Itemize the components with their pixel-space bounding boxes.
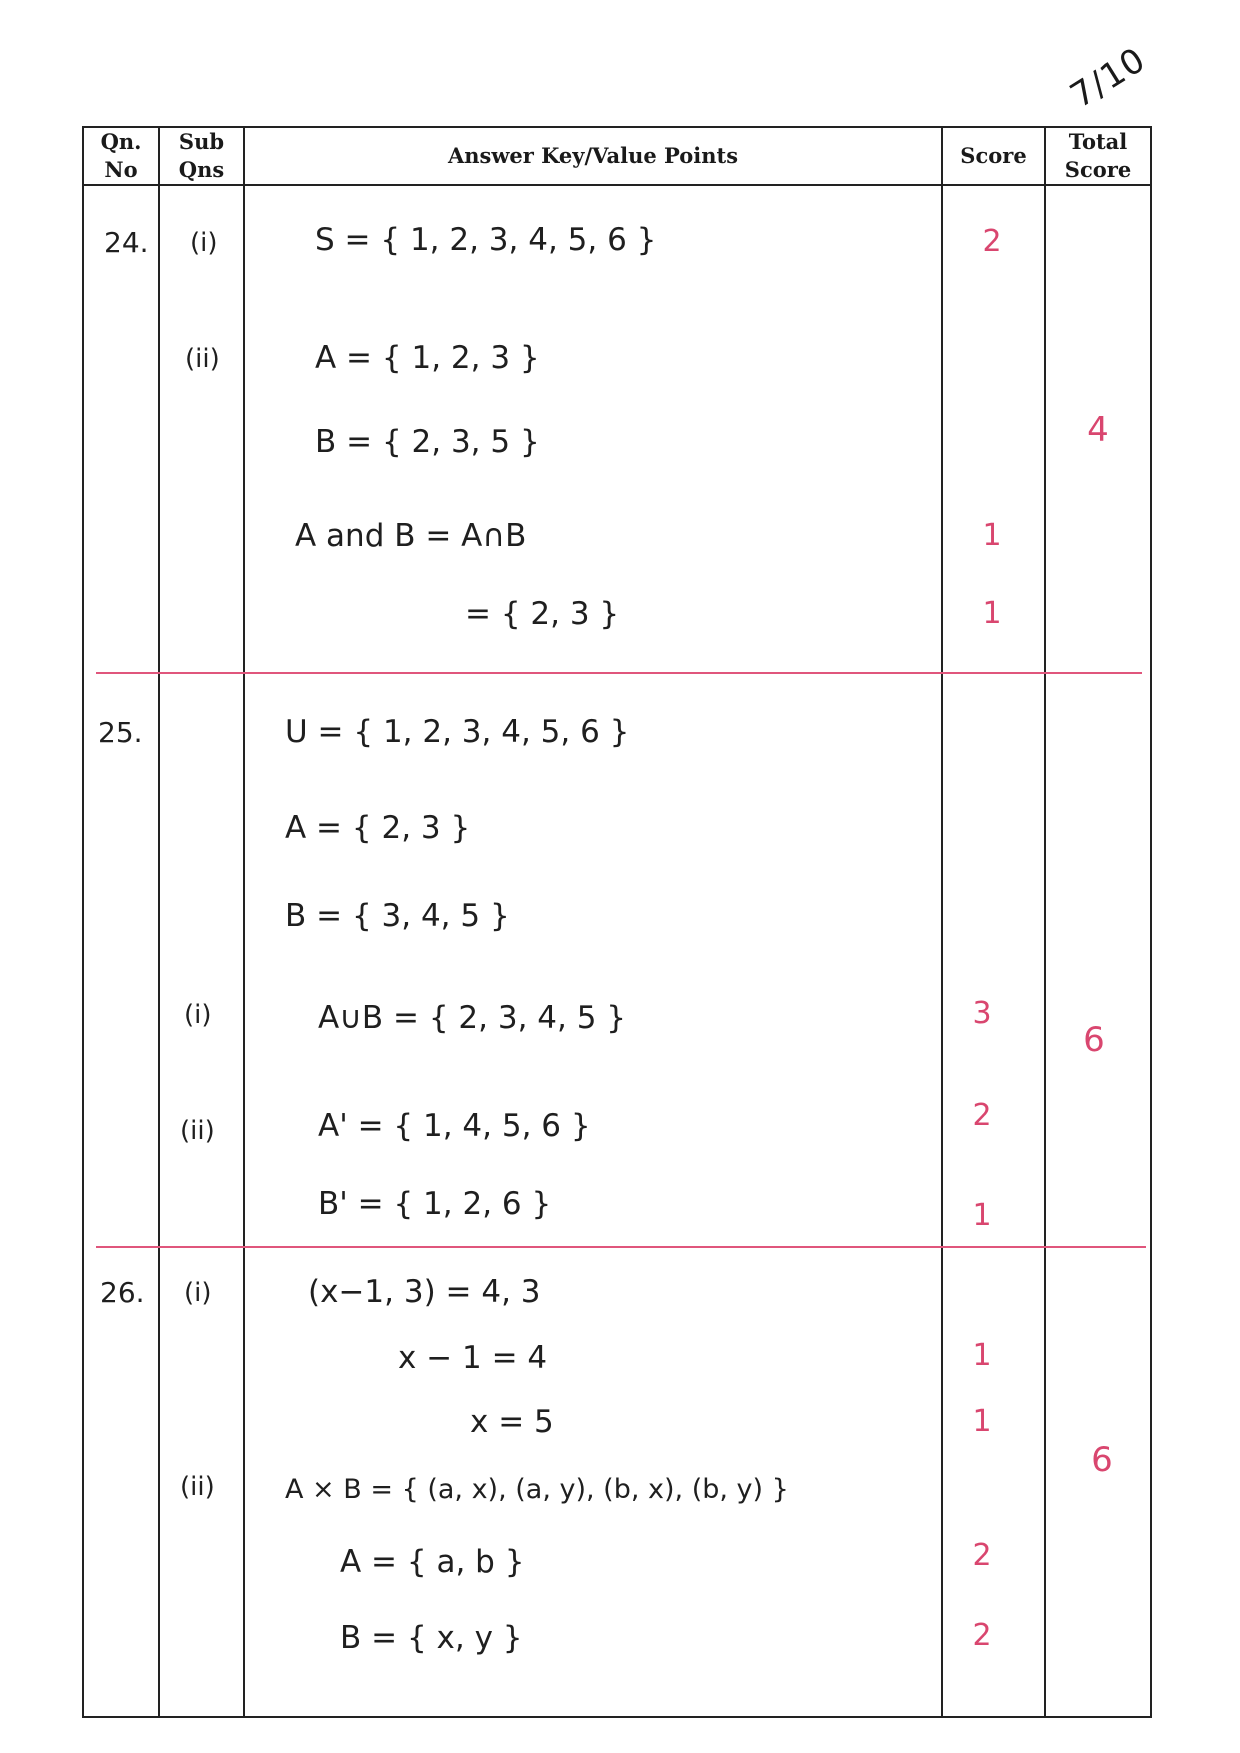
question-number-24: 24. xyxy=(104,226,149,259)
header-total-score: Total Score xyxy=(1064,129,1132,182)
answer-line: A = { 1, 2, 3 } xyxy=(315,340,540,376)
answer-line: (x−1, 3) = 4, 3 xyxy=(308,1274,541,1310)
answer-line: S = { 1, 2, 3, 4, 5, 6 } xyxy=(315,222,657,258)
score-mark: 1 xyxy=(982,518,1002,553)
question-number-26: 26. xyxy=(100,1276,145,1309)
answer-line: A = { 2, 3 } xyxy=(285,810,471,846)
column-divider xyxy=(941,126,943,1718)
score-mark: 2 xyxy=(972,1098,992,1133)
score-mark: 3 xyxy=(972,996,992,1031)
total-score-mark: 6 xyxy=(1091,1440,1113,1480)
total-mark: 7/10 xyxy=(1063,39,1153,117)
answer-line: A' = { 1, 4, 5, 6 } xyxy=(318,1108,591,1144)
score-mark: 2 xyxy=(972,1618,992,1653)
total-score-mark: 6 xyxy=(1083,1020,1105,1060)
answer-line: A = { a, b } xyxy=(340,1544,525,1580)
answer-line: = { 2, 3 } xyxy=(465,596,620,632)
sub-question-i: (i) xyxy=(184,1278,212,1308)
sub-question-i: (i) xyxy=(190,228,218,258)
answer-line: A and B = A∩B xyxy=(295,518,527,554)
score-mark: 1 xyxy=(972,1338,992,1373)
score-mark: 2 xyxy=(972,1538,992,1573)
score-mark: 1 xyxy=(972,1198,992,1233)
header-score: Score xyxy=(960,143,1027,168)
score-mark: 1 xyxy=(972,1404,992,1439)
answer-line: B' = { 1, 2, 6 } xyxy=(318,1186,552,1222)
section-divider xyxy=(96,1246,1146,1248)
sub-question-ii: (ii) xyxy=(180,1472,215,1502)
sub-question-ii: (ii) xyxy=(185,344,220,374)
answer-line: B = { 2, 3, 5 } xyxy=(315,424,540,460)
score-mark: 2 xyxy=(982,224,1002,259)
question-number-25: 25. xyxy=(98,716,143,749)
answer-line: U = { 1, 2, 3, 4, 5, 6 } xyxy=(285,714,630,750)
column-divider xyxy=(1044,126,1046,1718)
score-mark: 1 xyxy=(982,596,1002,631)
answer-line: A × B = { (a, x), (a, y), (b, x), (b, y) } xyxy=(285,1474,789,1505)
answer-line: B = { 3, 4, 5 } xyxy=(285,898,510,934)
answer-line: A∪B = { 2, 3, 4, 5 } xyxy=(318,1000,627,1036)
total-score-mark: 4 xyxy=(1087,410,1109,450)
header-qn-no: Qn. No xyxy=(100,129,142,182)
sub-question-ii: (ii) xyxy=(180,1116,215,1146)
column-divider xyxy=(243,126,245,1718)
answer-line: B = { x, y } xyxy=(340,1620,523,1656)
column-divider xyxy=(158,126,160,1718)
header-sub-qns: Sub Qns xyxy=(178,129,225,182)
header-answer-key: Answer Key/Value Points xyxy=(447,143,739,168)
header-rule xyxy=(82,184,1152,186)
section-divider xyxy=(96,672,1142,674)
answer-line: x = 5 xyxy=(470,1404,554,1440)
answer-line: x − 1 = 4 xyxy=(398,1340,548,1376)
sub-question-i: (i) xyxy=(184,1000,212,1030)
